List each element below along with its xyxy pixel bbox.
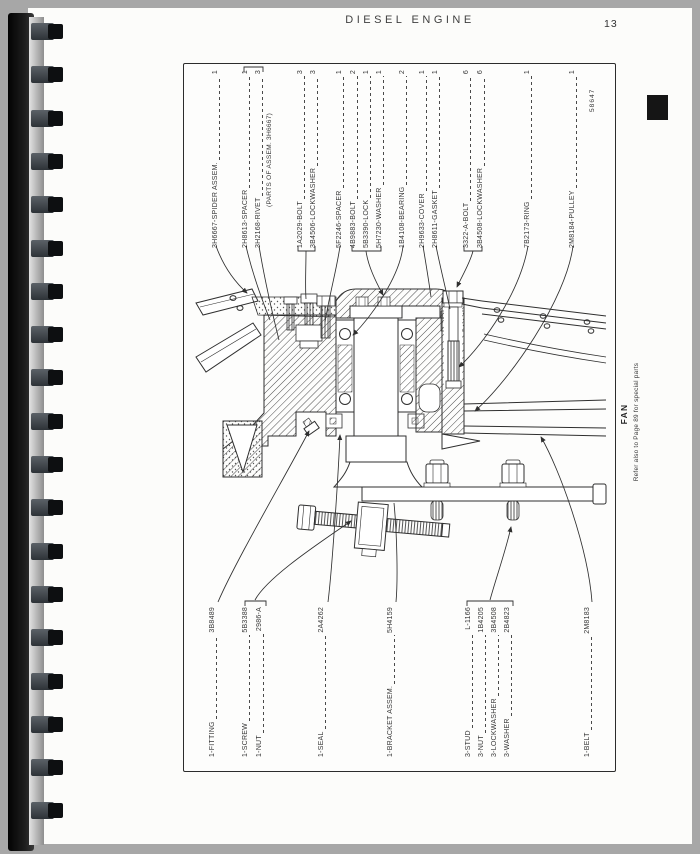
page-title: DIESEL ENGINE [345, 14, 475, 26]
binding-tooth-tip [48, 111, 63, 126]
binding-tooth-tip [48, 370, 63, 385]
grease-fitting [301, 416, 320, 435]
index-tab-mark [647, 95, 668, 120]
binding-tooth-tip [48, 24, 63, 39]
part-label-stud: 3-STUD L-1166 [465, 607, 472, 757]
part-label-belt: 1-BELT 2M8183 [584, 607, 591, 757]
part-label-pulley: 2M8184-PULLEY 1 [569, 70, 576, 248]
fan-blades-right [462, 298, 606, 363]
part-label-spacer: 2H8613-SPACER 1 [242, 70, 249, 248]
part-label-washer-5h7230: 5H7230-WASHER 1 [376, 70, 383, 248]
page-number: 13 [604, 18, 618, 30]
binding-tooth-tip [48, 327, 63, 342]
part-label-bearing: 1B4108-BEARING 2 [399, 70, 406, 248]
belt-lines [464, 400, 606, 436]
part-label-bolt-1a2029: 1A2029-BOLT 3 [297, 70, 304, 248]
hub-left-flange [223, 297, 336, 477]
part-label-lockwasher-bottom: 3-LOCKWASHER 3B4508 [491, 607, 498, 757]
binding-tooth-tip [48, 197, 63, 212]
binding-tooth-tip [48, 457, 63, 472]
part-label-rivet: 3H2168-RIVET 3 [255, 70, 262, 248]
binding-tooth-tip [48, 803, 63, 818]
part-label-spacer-5f2246: 5F2246-SPACER 1 [336, 70, 343, 248]
shaft-and-bearings [326, 318, 424, 462]
binding-tooth-tip [48, 154, 63, 169]
binding-tooth-tip [48, 500, 63, 515]
binding-tooth-tip [48, 67, 63, 82]
bearing-cover [336, 289, 456, 318]
figure-caption-note: Refer also to Page 89 for special parts [633, 362, 640, 482]
binding-tooth-tip [48, 414, 63, 429]
part-label-fitting: 1-FITTING 3B8489 [209, 607, 216, 757]
binding-tooth-tip [48, 717, 63, 732]
part-label-bracket-assem: 1-BRACKET ASSEM. 5H4159 [387, 607, 394, 757]
part-label-parts-of-assem-note: (PARTS OF ASSEM. 3H6667) [266, 112, 273, 207]
binding-tooth-tip [48, 630, 63, 645]
part-label-lock-5b3390: 5B3390-LOCK 1 [363, 70, 370, 248]
binding-tooth-tip [48, 241, 63, 256]
part-label-spider-assem: 3H6667-SPIDER ASSEM. 1 [212, 70, 219, 248]
part-label-bolt-4b9883: 4B9883-BOLT 2 [350, 70, 357, 248]
part-label-ring: 7B2173-RING 1 [524, 70, 531, 248]
binding-tooth-tip [48, 284, 63, 299]
comb-binding [0, 0, 70, 854]
part-label-washer-2b4823: 3-WASHER 2B4823 [504, 607, 511, 757]
part-label-lockwasher-3b4506: 3B4506-LOCKWASHER 3 [310, 70, 317, 248]
binding-tooth-tip [48, 587, 63, 602]
part-label-screw: 1-SCREW 5B3388 [242, 607, 249, 757]
binding-tooth-tip [48, 760, 63, 775]
figure-caption-title: FAN [619, 403, 629, 425]
part-label-nut-2986a: 1-NUT 2986-A [256, 607, 263, 757]
long-screw [295, 497, 451, 563]
right-housing-and-pulley [416, 291, 480, 449]
part-label-gasket: 2H8611-GASKET 1 [432, 70, 439, 248]
figure-number: 58647 [589, 88, 596, 112]
binding-tooth-tip [48, 674, 63, 689]
part-label-nut-1b4205: 3-NUT 1B4205 [478, 607, 485, 757]
part-label-seal: 1-SEAL 2A4262 [318, 607, 325, 757]
part-label-cover: 2H9633-COVER 1 [419, 70, 426, 248]
part-label-lockwasher-3b4508: 3B4508-LOCKWASHER 6 [477, 70, 484, 248]
part-label-bolt-3322a: 3322-A-BOLT 6 [463, 70, 470, 248]
fan-blades-left [196, 289, 261, 372]
binding-tooth-tip [48, 544, 63, 559]
